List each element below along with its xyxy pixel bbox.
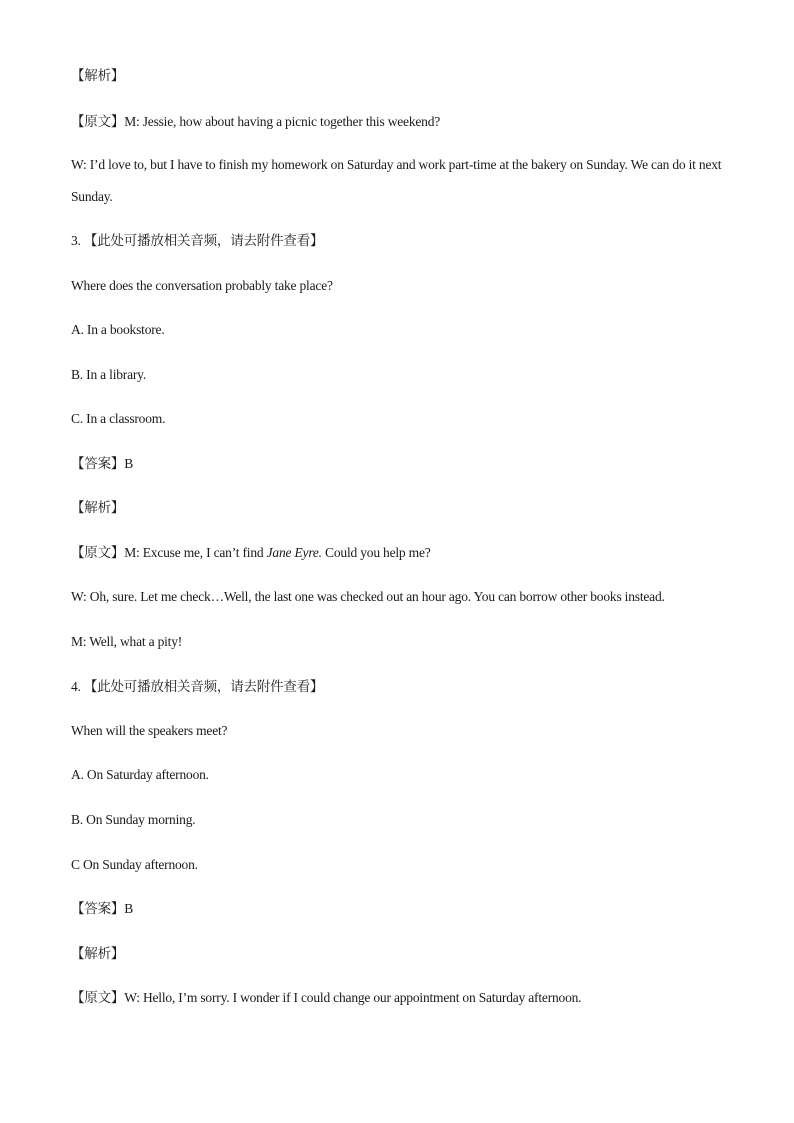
answer-option: B. On Sunday morning. [71,812,196,827]
question-text: When will the speakers meet? [71,723,228,738]
answer-key: 【答案】B [71,456,134,471]
question-text: Where does the conversation probably take place? [71,278,333,293]
answer-option: A. In a bookstore. [71,322,165,337]
answer-option: C On Sunday afternoon. [71,857,198,872]
transcript-line: W: Oh, sure. Let me check…Well, the last one was checked out an hour ago. You can borrow other books instead. [71,589,665,604]
transcript-line: M: Well, what a pity! [71,634,183,649]
question-number: 4. 【此处可播放相关音频，请去附件查看】 [71,679,324,694]
analysis-heading: 【解析】 [71,68,125,83]
transcript-line: W: I’d love to, but I have to finish my homework on Saturday and work part-time at the bakery on Sunday. We can do it next Sunday. [71,157,722,204]
book-title: Jane Eyre. [266,545,322,560]
answer-key: 【答案】B [71,901,134,916]
transcript-text: 【原文】M: Excuse me, I can’t find [71,545,267,560]
analysis-heading: 【解析】 [71,500,125,515]
answer-option: B. In a library. [71,367,147,382]
transcript-line: 【原文】M: Jessie, how about having a picnic together this weekend? [71,114,441,129]
transcript-line [71,544,731,562]
transcript-text: Could you help me? [321,545,431,560]
answer-option: C. In a classroom. [71,411,166,426]
answer-option: A. On Saturday afternoon. [71,767,209,782]
transcript-line: 【原文】W: Hello, I’m sorry. I wonder if I could change our appointment on Saturday afternoon. [71,990,582,1005]
question-number: 3. 【此处可播放相关音频，请去附件查看】 [71,233,324,248]
analysis-heading: 【解析】 [71,946,125,961]
